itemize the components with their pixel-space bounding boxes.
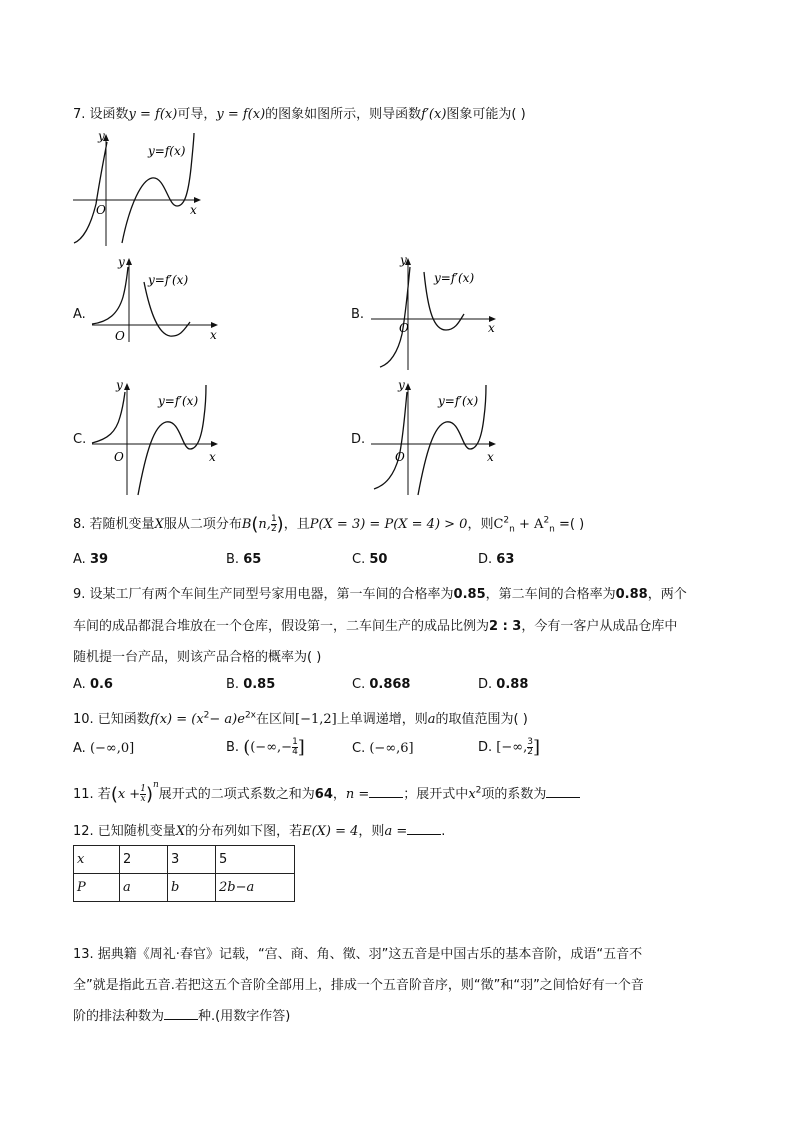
table-row <box>74 874 295 902</box>
q13-blank[interactable] <box>164 1007 198 1020</box>
q12-stem: 12. 已知随机变量X的分布列如下图，若E(X) = 4，则a = . <box>73 824 446 839</box>
svg-text:x: x <box>210 328 217 342</box>
q7-stem: 7. 设函数y = f(x)可导，y = f(x)的图象如图所示，则导函数f′(x)图象可能为( ) <box>73 107 526 122</box>
svg-text:x: x <box>209 450 216 464</box>
q9-option-b[interactable]: B. 0.85 <box>226 677 276 692</box>
option-a-key[interactable]: A. <box>73 307 86 322</box>
table-cell: a <box>120 874 168 902</box>
q9-line1: 9. 设某工厂有两个车间生产同型号家用电器，第一车间的合格率为0.85，第二车间的合格率为0.88，两个 <box>73 587 687 602</box>
svg-text:y: y <box>118 255 125 269</box>
q13-line1: 13. 据典籍《周礼·春官》记载，“宫、商、角、徵、羽”这五音是中国古乐的基本音阶，成语“五音不 <box>73 947 643 962</box>
svg-text:y: y <box>400 253 407 267</box>
q9-option-d[interactable]: D. 0.88 <box>478 677 529 692</box>
q12-blank-a[interactable] <box>407 822 441 835</box>
table-cell: 2b−a <box>216 874 295 902</box>
q10-option-b[interactable]: B. ((−∞,− $\frac{1}{4}$ ] <box>226 737 305 758</box>
svg-text:O: O <box>115 329 125 343</box>
q10-option-d[interactable]: D. [−∞, $\frac{3}{2}$ ] <box>478 737 540 758</box>
table-cell: 5 <box>216 846 295 874</box>
q8-option-b[interactable]: B. 65 <box>226 552 262 567</box>
svg-text:x: x <box>488 321 495 335</box>
table-cell: 2 <box>120 846 168 874</box>
svg-text:y=f′(x): y=f′(x) <box>158 394 199 408</box>
curve-label: y=f(x) <box>148 144 186 158</box>
q10-option-c[interactable]: C. (−∞,6] <box>352 741 414 756</box>
q11-blank-coef[interactable] <box>546 785 580 798</box>
q8-option-c[interactable]: C. 50 <box>352 552 388 567</box>
distribution-table <box>73 845 295 902</box>
q8-stem: 8. 若随机变量X服从二项分布B(n, $\frac{1}{2}$ )，且P(X = 3) = P(X = 4) > 0，则$C^2_n + A^2_n$ =( ) <box>73 514 585 535</box>
svg-text:x: x <box>487 450 494 464</box>
q9-option-c[interactable]: C. 0.868 <box>352 677 411 692</box>
svg-text:O: O <box>395 450 405 464</box>
table-cell: x <box>74 846 120 874</box>
q9-option-a[interactable]: A. 0.6 <box>73 677 113 692</box>
q9-line3: 随机提一台产品，则该产品合格的概率为( ) <box>73 650 322 665</box>
q8-option-a[interactable]: A. 39 <box>73 552 109 567</box>
q10-stem: 10. 已知函数$f(x) = (x^2- a)e^{2x}$在区间[−1,2]上单调递增，则a的取值范围为( ) <box>73 710 528 727</box>
svg-text:y: y <box>116 378 123 392</box>
option-d-key[interactable]: D. <box>351 432 366 447</box>
svg-text:y=f′(x): y=f′(x) <box>438 394 479 408</box>
option-b-key[interactable]: B. <box>351 307 365 322</box>
svg-text:y: y <box>398 378 405 392</box>
svg-text:O: O <box>399 321 409 335</box>
q13-line3: 阶的排法种数为 种.(用数字作答) <box>73 1009 291 1024</box>
option-d-graph[interactable] <box>368 377 503 499</box>
q9-line2: 车间的成品都混合堆放在一个仓库，假设第一，二车间生产的成品比例为2 : 3，今有一客户从成品仓库中 <box>73 619 678 634</box>
q11-stem: 11. 若(x + $\frac{1}{x}$ )$^n$展开式的二项式系数之和为64，n = ；展开式中$x^2$项的系数为 <box>73 783 580 805</box>
x-label: x <box>190 203 197 217</box>
table-cell: b <box>168 874 216 902</box>
q8-option-d[interactable]: D. 63 <box>478 552 515 567</box>
origin-label: O <box>96 203 106 217</box>
option-c-key[interactable]: C. <box>73 432 87 447</box>
table-row <box>74 846 295 874</box>
table-cell: 3 <box>168 846 216 874</box>
curve-left <box>74 142 107 243</box>
q13-line2: 全”就是指此五音.若把这五个音阶全部用上，排成一个五音阶音序，则“徵”和“羽”之间恰好有一个音 <box>73 978 644 993</box>
option-c-graph[interactable] <box>88 377 223 499</box>
svg-text:y=f′(x): y=f′(x) <box>148 273 189 287</box>
svg-text:O: O <box>114 450 124 464</box>
q11-blank-n[interactable] <box>369 785 403 798</box>
q10-option-a[interactable]: A. (−∞,0] <box>73 741 135 756</box>
q7-main-graph <box>70 128 205 250</box>
table-cell: P <box>74 874 120 902</box>
y-label: y <box>98 129 105 143</box>
svg-text:y=f′(x): y=f′(x) <box>434 271 475 285</box>
option-a-graph[interactable] <box>88 252 223 344</box>
option-b-graph[interactable] <box>368 252 503 377</box>
